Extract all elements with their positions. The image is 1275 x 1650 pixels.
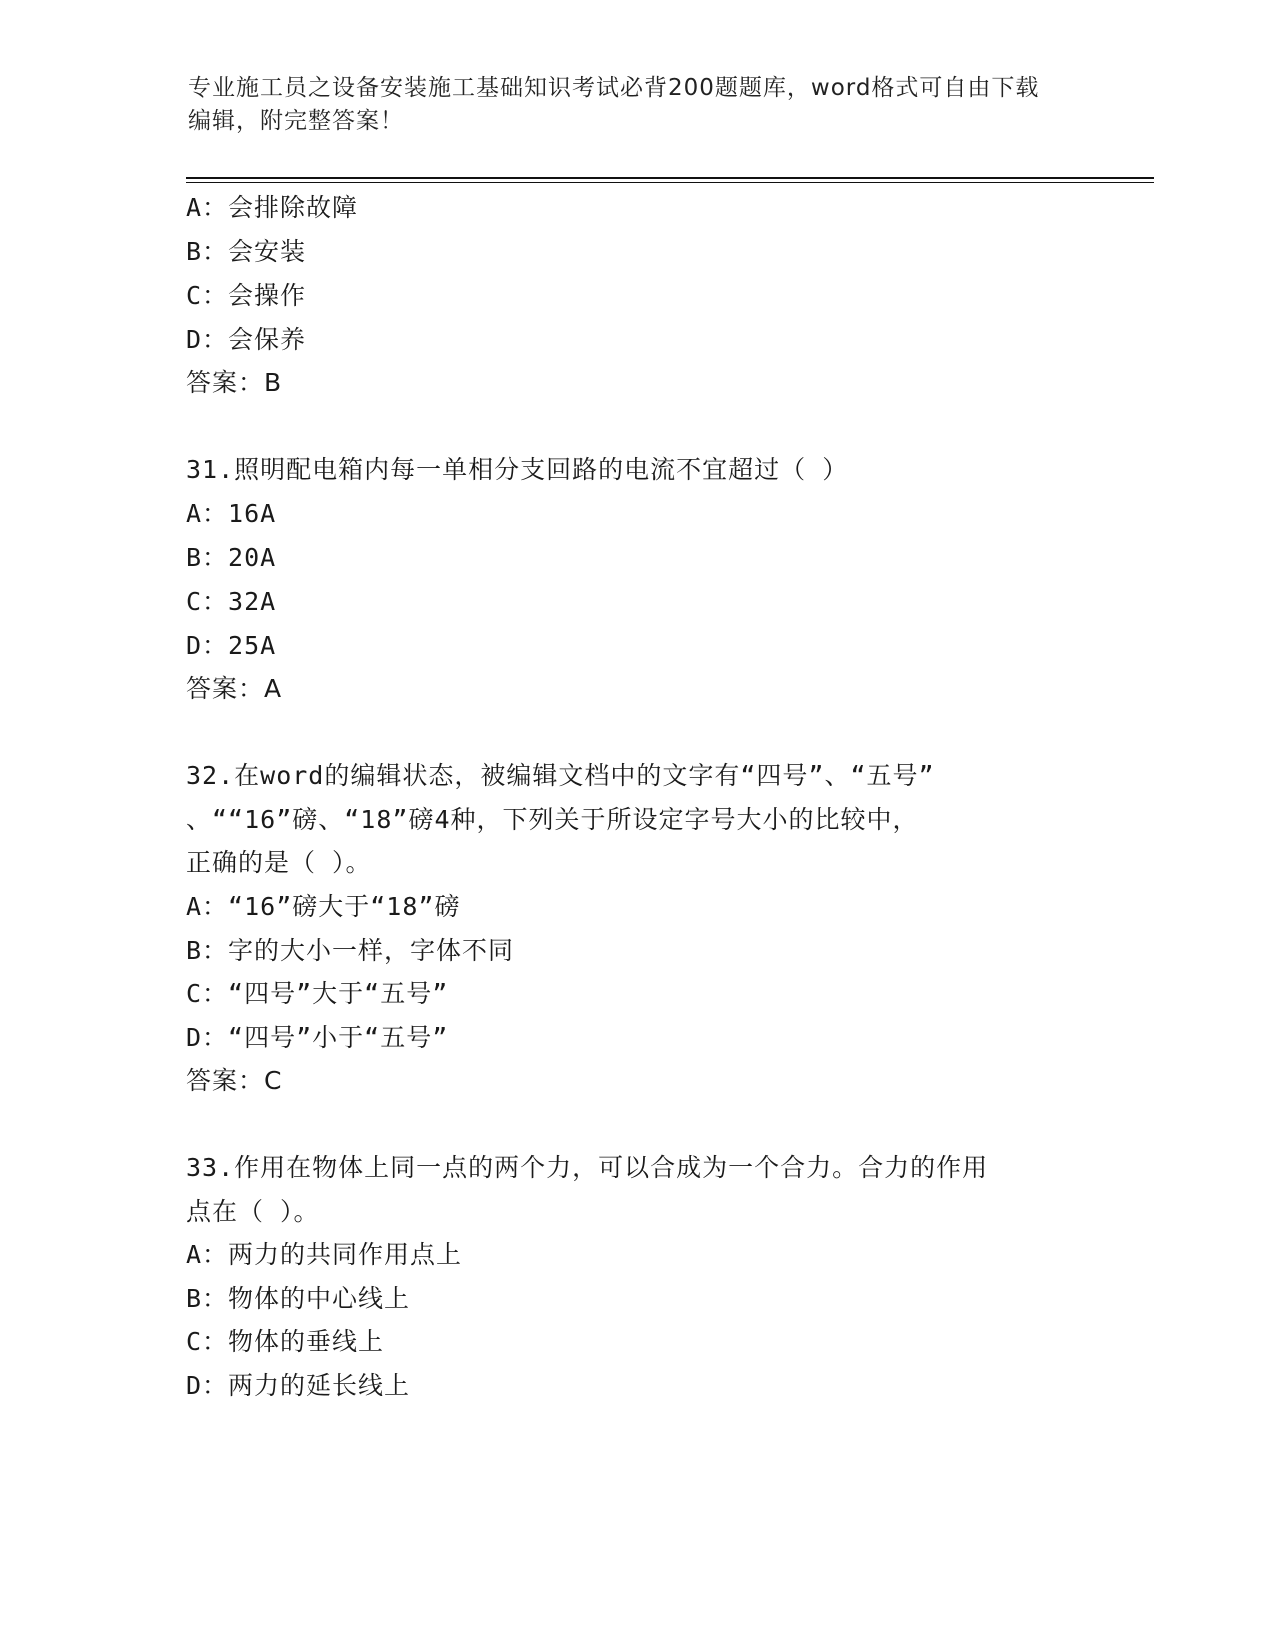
question-text: 31.照明配电箱内每一单相分支回路的电流不宜超过（ ） — [186, 455, 849, 484]
document-header — [188, 72, 1068, 138]
answer: 答案：C — [186, 1066, 283, 1095]
option-a: A：两力的共同作用点上 — [186, 1240, 463, 1269]
header-divider-thin — [186, 182, 1154, 183]
option-d: D：两力的延长线上 — [186, 1371, 411, 1400]
option-a: A：16A — [186, 499, 277, 528]
header-divider-thick — [186, 177, 1154, 179]
question-text-line-1: 33.作用在物体上同一点的两个力，可以合成为一个合力。合力的作用 — [186, 1153, 989, 1182]
answer: 答案：B — [186, 368, 283, 397]
header-title-line-1: 专业施工员之设备安装施工基础知识考试必背200题题库，word格式可自由下载 — [188, 75, 1040, 101]
option-c: C：32A — [186, 587, 277, 616]
question-text-line-1: 32.在word的编辑状态，被编辑文档中的文字有“四号”、“五号” — [186, 761, 935, 790]
option-c: C：“四号”大于“五号” — [186, 979, 449, 1008]
header-title-line-2: 编辑，附完整答案！ — [188, 108, 404, 134]
answer: 答案：A — [186, 674, 283, 703]
option-d: D：“四号”小于“五号” — [186, 1023, 449, 1052]
option-b: B：20A — [186, 543, 277, 572]
question-text-line-3: 正确的是（ ）。 — [186, 848, 372, 877]
option-d: D：25A — [186, 631, 277, 660]
option-b: B：字的大小一样，字体不同 — [186, 936, 515, 965]
option-b: B：会安装 — [186, 237, 307, 266]
option-c: C：会操作 — [186, 281, 307, 310]
option-a: A：会排除故障 — [186, 193, 359, 222]
option-c: C：物体的垂线上 — [186, 1327, 385, 1356]
question-text-line-2: 点在（ ）。 — [186, 1197, 320, 1226]
question-text-line-2: 、““16”磅、“18”磅4种，下列关于所设定字号大小的比较中， — [186, 805, 919, 834]
option-d: D：会保养 — [186, 325, 307, 354]
option-a: A：“16”磅大于“18”磅 — [186, 892, 461, 921]
option-b: B：物体的中心线上 — [186, 1284, 411, 1313]
